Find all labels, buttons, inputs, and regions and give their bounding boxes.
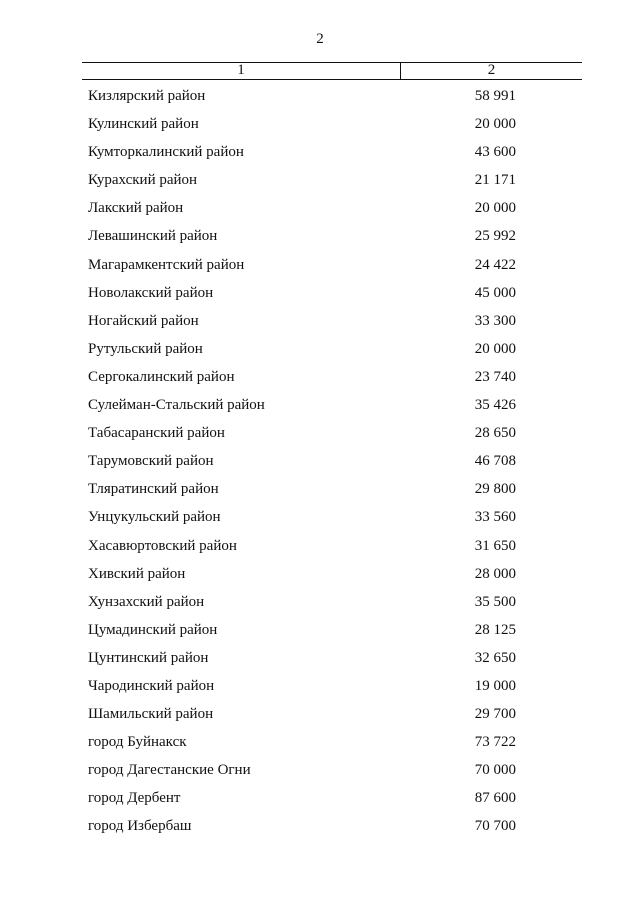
district-name: Тарумовский район: [88, 453, 214, 470]
amount-value: 28 650: [474, 425, 516, 442]
district-name: Кизлярский район: [88, 88, 206, 104]
district-name: Сергокалинский район: [88, 368, 235, 385]
amount-value: 29 700: [474, 706, 516, 723]
amount-value: 25 992: [474, 228, 516, 245]
table-row: [0, 367, 640, 395]
table-row: [0, 479, 640, 507]
table-row: [0, 255, 640, 283]
district-name: город Избербаш: [88, 818, 192, 835]
district-name: Цунтинский район: [88, 649, 209, 666]
table-row: [0, 226, 640, 254]
district-name: Рутульский район: [88, 340, 203, 357]
table-row: [0, 536, 640, 564]
table-body: [0, 86, 640, 845]
district-name: Цумадинский район: [88, 621, 218, 638]
district-name: город Дербент: [88, 790, 181, 807]
amount-value: 28 000: [474, 565, 516, 582]
amount-value: 28 125: [474, 621, 516, 638]
table-row: [0, 760, 640, 788]
amount-value: 20 000: [474, 340, 516, 357]
amount-value: 87 600: [474, 790, 516, 807]
district-name: Магарамкентский район: [88, 256, 245, 273]
amount-value: 23 740: [474, 368, 516, 385]
amount-value: 70 000: [474, 762, 516, 779]
district-name: Чародинский район: [88, 677, 215, 694]
amount-value: 24 422: [474, 256, 516, 273]
amount-value: 33 560: [474, 509, 516, 526]
table-row: [0, 816, 640, 844]
table-row: [0, 732, 640, 760]
amount-value: 20 000: [474, 116, 516, 133]
table-row: [0, 564, 640, 592]
table-row: [0, 704, 640, 732]
table-row: [0, 198, 640, 226]
table-row: [0, 170, 640, 198]
table-row: [0, 142, 640, 170]
amount-value: 73 722: [474, 734, 516, 751]
table-row: [0, 114, 640, 142]
district-name: город Буйнакск: [88, 734, 187, 751]
amount-value: 58 991: [474, 88, 516, 104]
table-row: [0, 86, 640, 114]
amount-value: 35 500: [474, 593, 516, 610]
amount-value: 70 700: [474, 818, 516, 835]
table-row: [0, 311, 640, 339]
district-name: город Дагестанские Огни: [88, 762, 251, 779]
district-name: Табасаранский район: [88, 425, 225, 442]
amount-value: 46 708: [474, 453, 516, 470]
district-name: Хивский район: [88, 565, 186, 582]
table-row: [0, 339, 640, 367]
table-row: [0, 648, 640, 676]
amount-value: 32 650: [474, 649, 516, 666]
district-name: Левашинский район: [88, 228, 218, 245]
district-name: Сулейман-Стальский район: [88, 397, 265, 414]
district-name: Кулинский район: [88, 116, 199, 133]
table-header: [82, 62, 582, 80]
header-col-2: 2: [487, 62, 496, 78]
header-col-1: 1: [237, 62, 245, 78]
amount-value: 31 650: [474, 537, 516, 554]
table-row: [0, 395, 640, 423]
amount-value: 33 300: [474, 312, 516, 329]
table-row: [0, 620, 640, 648]
table-row: [0, 507, 640, 535]
table-row: [0, 283, 640, 311]
district-name: Ногайский район: [88, 312, 199, 329]
table-row: [0, 423, 640, 451]
district-name: Новолакский район: [88, 284, 214, 301]
amount-value: 35 426: [474, 397, 516, 414]
district-name: Курахский район: [88, 172, 198, 189]
district-name: Лакский район: [88, 200, 184, 217]
amount-value: 45 000: [474, 284, 516, 301]
amount-value: 29 800: [474, 481, 516, 498]
district-name: Хасавюртовский район: [88, 537, 237, 554]
table-row: [0, 788, 640, 816]
district-name: Тляратинский район: [88, 481, 219, 498]
table-row: [0, 676, 640, 704]
page-number: 2: [316, 31, 324, 47]
district-name: Кумторкалинский район: [88, 144, 244, 161]
table-row: [0, 592, 640, 620]
amount-value: 20 000: [474, 200, 516, 217]
district-name: Шамильский район: [88, 706, 214, 723]
amount-value: 21 171: [474, 172, 516, 189]
table-row: [0, 451, 640, 479]
amount-value: 19 000: [474, 677, 516, 694]
district-name: Унцукульский район: [88, 509, 221, 526]
district-name: Хунзахский район: [88, 593, 205, 610]
amount-value: 43 600: [474, 144, 516, 161]
